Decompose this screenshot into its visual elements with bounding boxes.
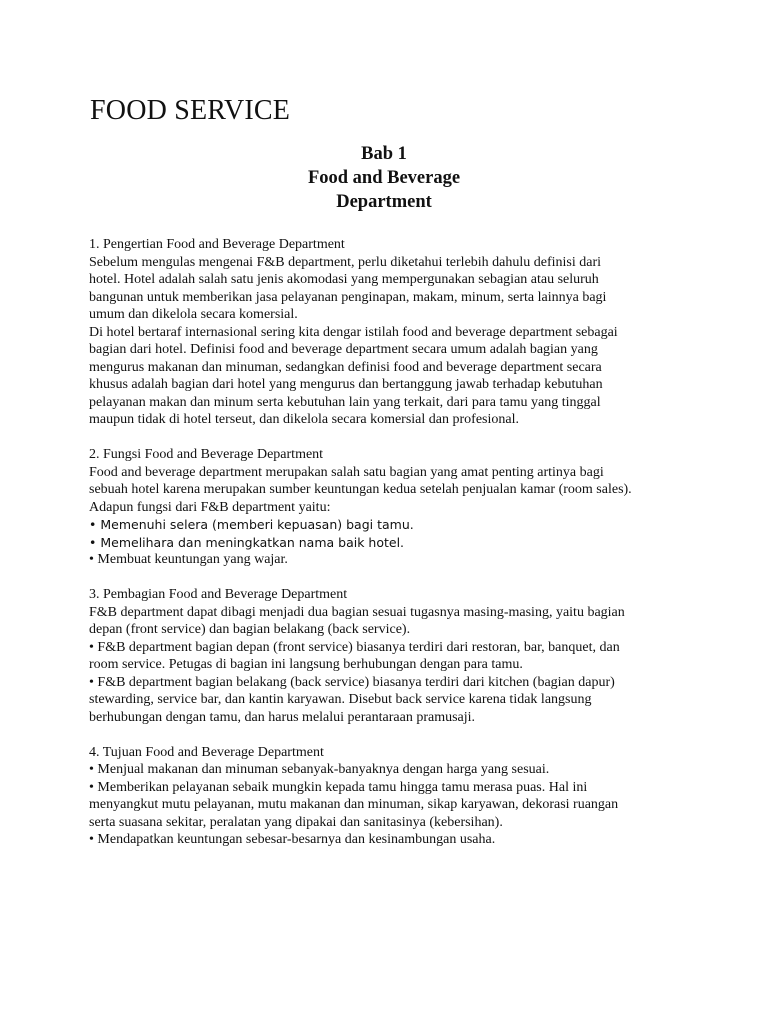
bullet-item: • Menjual makanan dan minuman sebanyak-banyaknya dengan harga yang sesuai. bbox=[89, 762, 550, 777]
chapter-number: Bab 1 bbox=[361, 144, 407, 164]
section-pembagian bbox=[89, 586, 689, 726]
paragraph-line: menyangkut mutu pelayanan, mutu makanan dan minuman, sikap karyawan, dekorasi ruangan bbox=[89, 797, 619, 812]
chapter-heading bbox=[200, 142, 568, 214]
paragraph-line: khusus adalah bagian dari hotel yang mengurus dan bertanggung jawab terhadap kebutuhan bbox=[89, 377, 603, 392]
document-body bbox=[89, 236, 689, 866]
paragraph-line: stewarding, service bar, dan kantin karyawan. Disebut back service karena tidak langsung bbox=[89, 692, 592, 707]
paragraph-line: maupun tidak di hotel terseut, dan dikelola secara komersial dan profesional. bbox=[89, 412, 519, 427]
chapter-title-line-1: Food and Beverage bbox=[307, 168, 461, 188]
chapter-title-line-2: Department bbox=[336, 192, 432, 212]
paragraph-line: depan (front service) dan bagian belakang (back service). bbox=[89, 622, 411, 637]
section-fungsi bbox=[89, 446, 689, 569]
paragraph-line: mengurus makanan dan minuman, sedangkan definisi food and beverage department secara bbox=[89, 359, 602, 375]
paragraph-line: sebuah hotel karena merupakan sumber keuntungan kedua setelah penjualan kamar (room sales). bbox=[89, 482, 632, 497]
section-heading: 3. Pembagian Food and Beverage Department bbox=[89, 587, 348, 602]
paragraph-line: berhubungan dengan tamu, dan harus melalui perantaraan pramusaji. bbox=[89, 709, 476, 725]
bullet-item: • Mendapatkan keuntungan sebesar-besarnya dan kesinambungan usaha. bbox=[89, 832, 496, 847]
paragraph-line: bagian dari hotel. Definisi food and beverage department secara umum adalah bagian yang bbox=[89, 342, 598, 357]
paragraph-line: umum dan dikelola secara komersial. bbox=[89, 307, 298, 322]
section-tujuan bbox=[89, 744, 689, 849]
paragraph-line: Di hotel bertaraf internasional sering kita dengar istilah food and beverage department sebagai bbox=[89, 324, 618, 340]
bullet-item: • Membuat keuntungan yang wajar. bbox=[89, 552, 288, 567]
paragraph-line: bangunan untuk memberikan jasa pelayanan penginapan, makam, minum, serta lainnya bagi bbox=[89, 289, 607, 305]
section-heading: 2. Fungsi Food and Beverage Department bbox=[89, 447, 324, 462]
paragraph-line: Sebelum mengulas mengenai F&B department, perlu diketahui terlebih dahulu definisi dari bbox=[89, 254, 602, 270]
bullet-item: • F&B department bagian depan (front service) biasanya terdiri dari restoran, bar, banquet, dan bbox=[89, 639, 620, 655]
bullet-item: • Memelihara dan meningkatkan nama baik hotel. bbox=[89, 534, 405, 550]
bullet-item: • Memberikan pelayanan sebaik mungkin kepada tamu hingga tamu merasa puas. Hal ini bbox=[89, 779, 588, 795]
paragraph-line: hotel. Hotel adalah salah satu jenis akomodasi yang mempergunakan sebagian atau seluruh bbox=[89, 272, 599, 287]
bullet-item: • Memenuhi selera (memberi kepuasan) bagi tamu. bbox=[89, 517, 414, 532]
paragraph-line: serta suasana sekitar, peralatan yang dipakai dan sanitasinya (kebersihan). bbox=[89, 814, 503, 830]
paragraph-line: F&B department dapat dibagi menjadi dua bagian sesuai tugasnya masing-masing, yaitu bagian bbox=[89, 604, 625, 620]
section-pengertian bbox=[89, 236, 689, 429]
bullet-item: • F&B department bagian belakang (back service) biasanya terdiri dari kitchen (bagian dapur) bbox=[89, 674, 615, 690]
document-title: FOOD SERVICE bbox=[90, 95, 291, 126]
paragraph-line: room service. Petugas di bagian ini langsung berhubungan dengan para tamu. bbox=[89, 657, 523, 672]
paragraph-line: pelayanan makan dan minum serta kebutuhan lain yang terkait, dari para tamu yang tinggal bbox=[89, 394, 601, 410]
section-heading: 4. Tujuan Food and Beverage Department bbox=[89, 744, 324, 760]
paragraph-line: Adapun fungsi dari F&B department yaitu: bbox=[89, 499, 331, 515]
paragraph-line: Food and beverage department merupakan salah satu bagian yang amat penting artinya bagi bbox=[89, 464, 604, 480]
section-heading: 1. Pengertian Food and Beverage Department bbox=[89, 237, 345, 252]
